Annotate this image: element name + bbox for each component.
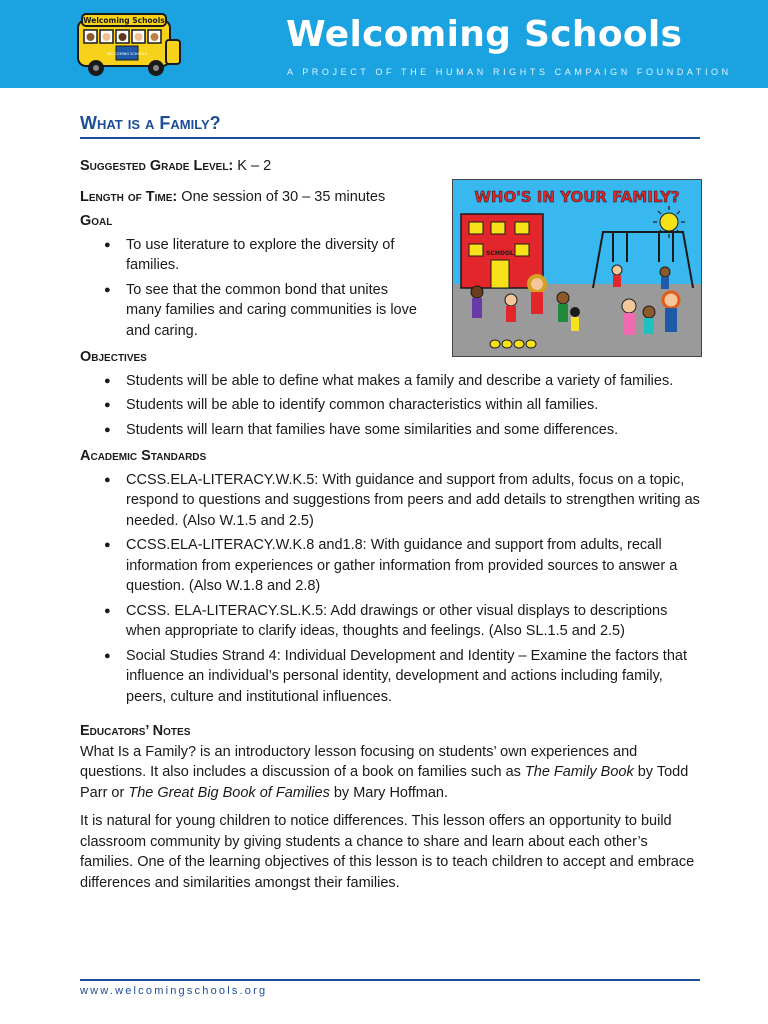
book-title: The Great Big Book of Families (128, 784, 330, 801)
book-title: The Family Book (524, 764, 634, 780)
notes-text: What Is a Family? is an introductory lesson focusing on students’ own experiences and questions. It also includes a discussion of a book on families such as (80, 743, 638, 780)
notes-paragraph-1 (80, 742, 700, 804)
title-divider (80, 137, 700, 139)
standard-item: ● Social Studies Strand 4: Individual Development and Identity – Examine the factors that influence an individual’s personal identity, development and actions including family, peers, culture and institutional influences. (80, 646, 700, 708)
length-of-time (80, 187, 700, 208)
footer-divider (80, 979, 700, 981)
objective-item: ● Students will be able to define what makes a family and describe a variety of families. (80, 371, 700, 392)
time-value: One session of 30 – 35 minutes (181, 188, 386, 205)
notes-heading: Educators’ Notes (80, 723, 191, 739)
header-banner (0, 0, 768, 88)
standard-item: ● CCSS.ELA-LITERACY.W.K.5: With guidance and support from adults, focus on a topic, respond to questions and suggestions from peers and add details to strengthen writing as needed. (Also W.1.5 and 2.5) (80, 470, 700, 532)
objective-item: ● Students will learn that families have some similarities and some differences. (80, 420, 700, 441)
grade-value: K – 2 (237, 158, 272, 174)
notes-text: by Todd Parr or (80, 764, 689, 801)
bus-sign-text: Welcoming Schools (83, 16, 165, 25)
goal-item: ● To see that the common bond that unites many families and caring communities is love and caring. (80, 280, 420, 342)
objective-item: ● Students will be able to identify common characteristics within all families. (80, 395, 700, 416)
goal-list (80, 235, 420, 342)
school-sign: SCHOOL (486, 250, 514, 257)
school-bus-logo (74, 12, 184, 80)
time-label: Length of Time: (80, 188, 178, 205)
page-title: What is a Family? (80, 113, 221, 133)
lesson-content (80, 156, 700, 901)
standard-item: ● CCSS.ELA-LITERACY.W.K.8 and1.8: With guidance and support from adults, recall information from experiences or gather information from provided sources to answer a question. (Also W.1.8 and 2.8) (80, 535, 700, 597)
brand-title: Welcoming Schools (286, 14, 683, 55)
grade-level (80, 156, 700, 177)
goal-heading: Goal (80, 213, 113, 229)
notes-paragraph-2: It is natural for young children to notice differences. This lesson offers an opportunity to build classroom community by giving students a chance to share and learn about each other’s families. One of the learning objectives of this lesson is to teach children to accept and embrace differences and similarities amongst their families. (80, 813, 695, 891)
grade-label: Suggested Grade Level: (80, 158, 234, 174)
website-link[interactable]: www.welcomingschools.org (80, 985, 268, 997)
standard-item: ● CCSS. ELA-LITERACY.SL.K.5: Add drawings or other visual displays to descriptions when appropriate to clarify ideas, thoughts and feelings. (Also SL.1.5 and 2.5) (80, 601, 700, 642)
brand-tagline: A PROJECT OF THE HUMAN RIGHTS CAMPAIGN FOUNDATION (287, 67, 732, 77)
illustration-title: WHO'S IN YOUR FAMILY? (474, 188, 680, 206)
bus-panel-text: WELCOMING SCHOOLS (106, 52, 148, 56)
standards-heading: Academic Standards (80, 448, 207, 464)
notes-text: by Mary Hoffman. (329, 784, 449, 801)
objectives-heading: Objectives (80, 349, 147, 365)
standards-list (80, 470, 700, 708)
objectives-list (80, 371, 700, 441)
goal-item: ● To use literature to explore the diversity of families. (80, 235, 420, 276)
